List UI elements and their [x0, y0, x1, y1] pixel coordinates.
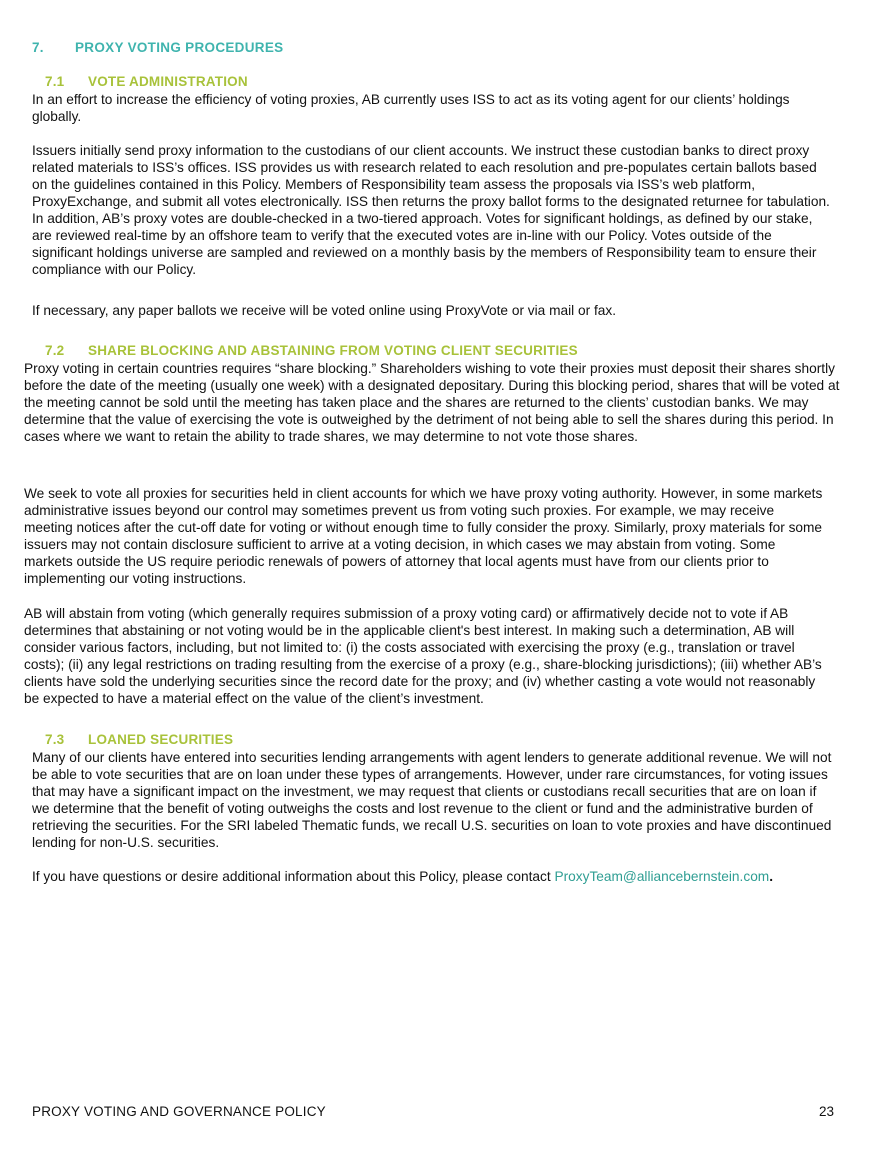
page-number: 23 [818, 1104, 834, 1119]
subsection-number: 7.1 [45, 74, 65, 89]
section-heading [32, 40, 283, 55]
section-title: PROXY VOTING PROCEDURES [75, 40, 284, 55]
contact-email-link[interactable]: ProxyTeam@alliancebernstein.com [554, 869, 770, 884]
subsection-title: SHARE BLOCKING AND ABSTAINING FROM VOTING CLIENT SECURITIES [88, 343, 578, 358]
subsection-title: LOANED SECURITIES [88, 732, 234, 747]
contact-paragraph [32, 868, 852, 885]
contact-period: . [769, 869, 774, 884]
paragraph: Issuers initially send proxy information to the custodians of our client accounts. We instruct these custodian banks to direct proxy related materials to ISS’s offices. ISS provides us with research related to each resolution and pre-populates certain ballots based on the guidelines contained in this Policy. Members of Responsibility team assess the proposals via ISS’s web platform, ProxyExchange, and submit all votes electronically. ISS then returns the proxy ballot forms to the designated returnee for tabulation. In addition, AB’s proxy votes are double-checked in a two-tiered approach. Votes for significant holdings, as defined by our stake, are reviewed real-time by an offshore team to verify that the executed votes are in-line with our Policy. Votes outside of the significant holdings universe are sampled and reviewed on a monthly basis by the members of Responsibility team to ensure their compliance with our Policy. [32, 143, 830, 277]
paragraph: In an effort to increase the efficiency of voting proxies, AB currently uses ISS to act as its voting agent for our clients’ holdings globally. [32, 92, 790, 124]
subsection-heading-7-1 [45, 74, 248, 89]
paragraph: Many of our clients have entered into securities lending arrangements with agent lenders to generate additional revenue. We will not be able to vote securities that are on loan under these types of arrangements. However, under rare circumstances, for voting issues that may have a significant impact on the investment, we may request that clients or custodians recall securities that are on loan if we determine that the benefit of voting outweighs the costs and lost revenue to the client or fund and the administrative burden of retrieving the securities. For the SRI labeled Thematic funds, we recall U.S. securities on loan to vote proxies and have discontinued lending for non-U.S. securities. [32, 750, 832, 850]
subsection-heading-7-2 [45, 343, 578, 358]
subsection-number: 7.2 [45, 343, 65, 358]
subsection-title: VOTE ADMINISTRATION [88, 74, 248, 89]
paragraph: AB will abstain from voting (which generally requires submission of a proxy voting card) or affirmatively decide not to vote if AB determines that abstaining or not voting would be in the applicable client's best interest. In making such a determination, AB will consider various factors, including, but not limited to: (i) the costs associated with exercising the proxy (e.g., translation or travel costs); (ii) any legal restrictions on trading resulting from the exercise of a proxy (e.g., share-blocking jurisdictions); (iii) whether AB’s clients have sold the underlying securities since the record date for the proxy; and (iv) whether casting a vote would not reasonably be expected to have a material effect on the value of the client’s investment. [24, 606, 822, 706]
footer-title: PROXY VOTING AND GOVERNANCE POLICY [32, 1104, 326, 1119]
contact-text: If you have questions or desire additional information about this Policy, please contact [32, 869, 555, 884]
paragraph: If necessary, any paper ballots we receive will be voted online using ProxyVote or via mail or fax. [32, 303, 617, 318]
paragraph: We seek to vote all proxies for securities held in client accounts for which we have proxy voting authority. However, in some markets administrative issues beyond our control may sometimes prevent us from voting such proxies. For example, we may receive meeting notices after the cut-off date for voting or without enough time to fully consider the proxy. Similarly, proxy materials for some issuers may not contain disclosure sufficient to arrive at a voting decision, in which cases we may abstain from voting. Some markets outside the US require periodic renewals of powers of attorney that local agents must have from our clients prior to implementing our voting instructions. [24, 486, 823, 586]
subsection-number: 7.3 [45, 732, 65, 747]
subsection-heading-7-3 [45, 732, 233, 747]
paragraph: Proxy voting in certain countries requires “share blocking.” Shareholders wishing to vote their proxies must deposit their shares shortly before the date of the meeting (usually one week) with a designated depositary. During this blocking period, shares that will be voted at the meeting cannot be sold until the meeting has taken place and the shares are returned to the clients’ custodian banks. We may determine that the value of exercising the vote is outweighed by the detriment of not being able to sell the shares during this period. In cases where we want to retain the ability to trade shares, we may determine to not vote those shares. [24, 361, 840, 444]
section-number: 7. [32, 40, 44, 55]
